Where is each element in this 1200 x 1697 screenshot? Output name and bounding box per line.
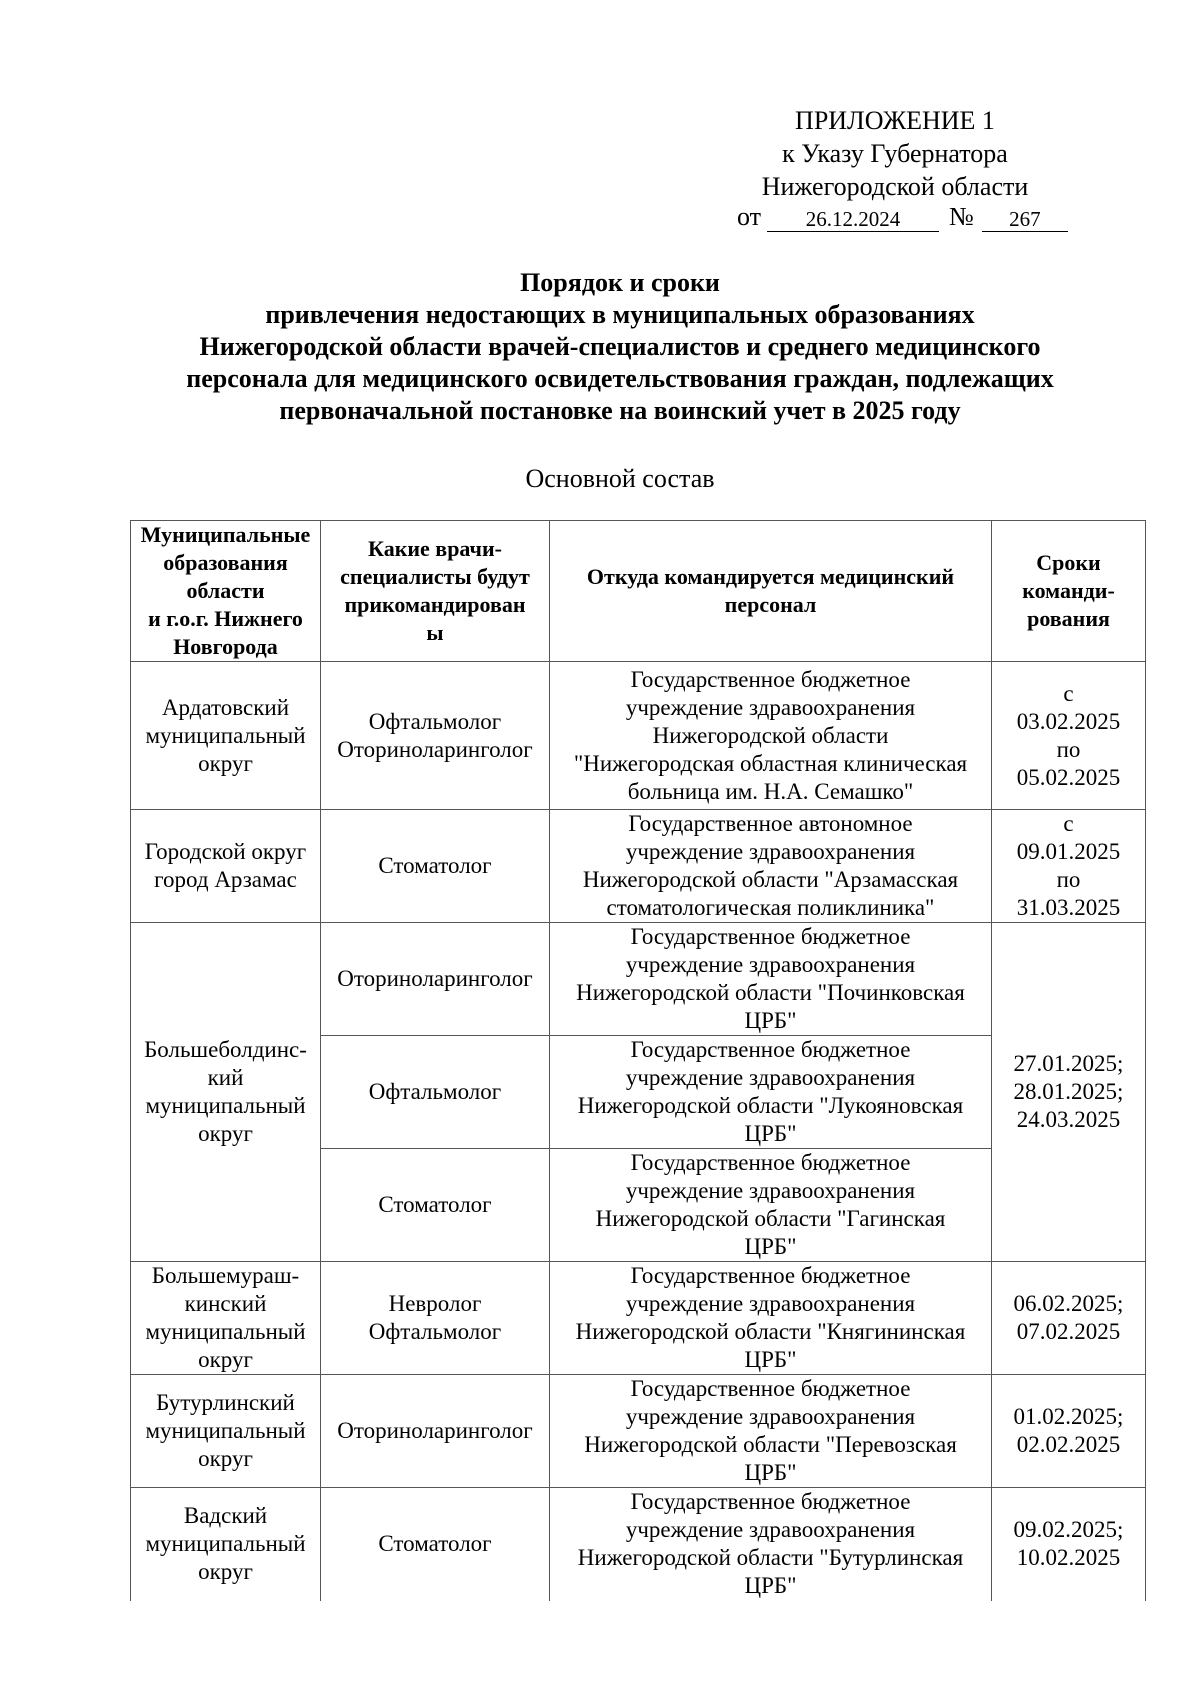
source-cell (550, 662, 992, 810)
cell-line: команди- (1022, 578, 1115, 603)
header-source (550, 521, 992, 662)
cell-line: Государственное бюджетное (630, 1489, 911, 1515)
cell-line: Невролог (388, 1291, 482, 1316)
cell-line: Государственное бюджетное (630, 1150, 911, 1175)
source-cell (550, 1036, 992, 1149)
cell-line: 24.03.2025 (1016, 1107, 1121, 1132)
cell-line: и г.о.г. Нижнего (148, 606, 303, 631)
cell-line: 06.02.2025; (1013, 1291, 1124, 1316)
cell-line: Нижегородской области "Арзамасская (582, 867, 959, 892)
cell-line: Оториноларинголог (337, 736, 533, 762)
section-subtitle: Основной состав (525, 464, 715, 493)
header-district (131, 521, 321, 662)
cell-line: 03.02.2025 (1016, 708, 1121, 734)
cell-line: ы (426, 620, 444, 645)
district-cell (131, 1375, 321, 1488)
source-cell (550, 923, 992, 1036)
document-title (100, 267, 1140, 427)
cell-line: учреждение здравоохранения (625, 1404, 916, 1429)
source-cell (550, 1375, 992, 1488)
schedule-table (130, 520, 1146, 1601)
cell-line: Стоматолог (378, 853, 492, 878)
cell-line: Нижегородской области "Лукояновская (577, 1093, 964, 1118)
cell-line: учреждение здравоохранения (625, 952, 916, 977)
terms-cell (992, 662, 1146, 810)
specialists-cell (321, 923, 550, 1036)
cell-line: Сроки (1036, 550, 1101, 575)
cell-line: Вадский (183, 1503, 268, 1529)
cell-line: 07.02.2025 (1016, 1319, 1121, 1344)
cell-line: Стоматолог (378, 1531, 492, 1557)
table-row (131, 923, 1146, 1036)
cell-line: с (1063, 811, 1074, 836)
cell-line: 02.02.2025 (1016, 1432, 1121, 1457)
cell-line: по (1056, 736, 1081, 762)
cell-line: Ардатовский (161, 694, 290, 720)
decree-number: 267 (982, 207, 1068, 232)
specialists-cell (321, 810, 550, 923)
cell-line: Нижегородской области (652, 722, 889, 748)
cell-line: учреждение здравоохранения (625, 1291, 916, 1316)
cell-line: Нижегородской области "Бутурлинская (577, 1545, 964, 1571)
cell-line: Нижегородской области "Перевозская (584, 1432, 957, 1457)
source-cell (550, 1488, 992, 1601)
appendix-decree: к Указу Губернатора (782, 139, 1008, 168)
cell-line: Нижегородской области "Починковская (576, 980, 965, 1005)
cell-line: ЦРБ" (744, 1347, 797, 1372)
decree-date-number (737, 202, 1068, 232)
cell-line: округ (198, 750, 253, 776)
cell-line: Оториноларинголог (337, 1418, 533, 1443)
title-line: Нижегородской области врачей-специалистов и среднего медицинского (199, 332, 1041, 361)
cell-line: Государственное бюджетное (630, 1263, 911, 1288)
header-row (131, 521, 1146, 662)
cell-line: больница им. Н.А. Семашко" (627, 778, 914, 804)
decree-date: 26.12.2024 (767, 207, 939, 232)
cell-line: Государственное бюджетное (630, 1037, 911, 1062)
table-row (131, 1488, 1146, 1601)
header-specialists (321, 521, 550, 662)
specialists-cell (321, 1262, 550, 1375)
table-row (131, 1262, 1146, 1375)
cell-line: ЦРБ" (744, 1460, 797, 1485)
cell-line: кинский (184, 1291, 267, 1316)
cell-line: Государственное бюджетное (630, 1376, 911, 1401)
header-terms (992, 521, 1146, 662)
district-cell (131, 1488, 321, 1601)
cell-line: муниципальный (145, 722, 306, 748)
specialists-cell (321, 1036, 550, 1149)
cell-line: округ (198, 1559, 253, 1585)
table-row (131, 662, 1146, 810)
cell-line: округ (198, 1347, 253, 1372)
cell-line: Государственное бюджетное (630, 666, 911, 692)
from-label: от (737, 202, 762, 231)
cell-line: кий (207, 1065, 244, 1090)
cell-line: Какие врачи- (368, 536, 502, 561)
cell-line: Стоматолог (378, 1192, 492, 1217)
cell-line: области (186, 578, 265, 603)
table-row (131, 1375, 1146, 1488)
cell-line: 27.01.2025; (1013, 1051, 1124, 1076)
cell-line: 31.03.2025 (1016, 895, 1121, 920)
cell-line: Городской округ (144, 839, 307, 864)
cell-line: Нижегородской области "Княгининская (575, 1319, 966, 1344)
cell-line: по (1056, 867, 1081, 892)
title-line: Порядок и сроки (520, 268, 720, 297)
specialists-cell (321, 1488, 550, 1601)
cell-line: учреждение здравоохранения (625, 1517, 916, 1543)
cell-line: Государственное бюджетное (630, 924, 911, 949)
cell-line: Большемураш- (151, 1263, 300, 1288)
cell-line: Нижегородской области "Гагинская (595, 1206, 946, 1231)
cell-line: Офтальмолог (368, 1079, 502, 1104)
cell-line: ЦРБ" (744, 1121, 797, 1146)
cell-line: округ (198, 1446, 253, 1471)
cell-line: учреждение здравоохранения (625, 694, 916, 720)
cell-line: образования (163, 550, 288, 575)
cell-line: муниципальный (145, 1319, 306, 1344)
cell-line: "Нижегородская областная клиническая (573, 750, 968, 776)
cell-line: стоматологическая поликлиника" (606, 895, 935, 920)
terms-cell (992, 1262, 1146, 1375)
cell-line: специалисты будут (340, 564, 530, 589)
source-cell (550, 810, 992, 923)
cell-line: прикомандирован (344, 592, 526, 617)
cell-line: учреждение здравоохранения (625, 1065, 916, 1090)
appendix-block (700, 104, 1100, 203)
district-cell (131, 662, 321, 810)
title-line: персонала для медицинского освидетельствования граждан, подлежащих (186, 364, 1054, 393)
table-row (131, 810, 1146, 923)
terms-cell (992, 1375, 1146, 1488)
terms-cell (992, 1488, 1146, 1601)
cell-line: ЦРБ" (744, 1573, 797, 1599)
district-cell (131, 1262, 321, 1375)
cell-line: Офтальмолог (368, 1319, 502, 1344)
cell-line: рования (1027, 606, 1110, 631)
cell-line: Большеболдинс- (144, 1037, 307, 1062)
cell-line: муниципальный (145, 1531, 306, 1557)
cell-line: с (1063, 680, 1074, 706)
specialists-cell (321, 1149, 550, 1262)
specialists-cell (321, 1375, 550, 1488)
cell-line: Откуда командируется медицинский (586, 564, 955, 589)
cell-line: 09.02.2025; (1013, 1517, 1124, 1543)
appendix-title: ПРИЛОЖЕНИЕ 1 (795, 106, 995, 135)
cell-line: 05.02.2025 (1016, 764, 1121, 790)
cell-line: Муниципальные (140, 522, 311, 547)
cell-line: учреждение здравоохранения (625, 839, 916, 864)
cell-line: учреждение здравоохранения (625, 1178, 916, 1203)
cell-line: ЦРБ" (744, 1234, 797, 1259)
cell-line: муниципальный (145, 1418, 306, 1443)
cell-line: 09.01.2025 (1016, 839, 1121, 864)
cell-line: город Арзамас (154, 867, 297, 892)
cell-line: Новгорода (173, 634, 278, 659)
title-line: привлечения недостающих в муниципальных образованиях (265, 300, 975, 329)
number-label: № (949, 202, 974, 231)
terms-cell (992, 810, 1146, 923)
cell-line: муниципальный (145, 1093, 306, 1118)
cell-line: 01.02.2025; (1013, 1404, 1124, 1429)
cell-line: округ (198, 1121, 253, 1146)
specialists-cell (321, 662, 550, 810)
source-cell (550, 1149, 992, 1262)
source-cell (550, 1262, 992, 1375)
cell-line: Офтальмолог (368, 708, 502, 734)
cell-line: 10.02.2025 (1016, 1545, 1121, 1571)
title-line: первоначальной постановке на воинский учет в 2025 году (279, 396, 961, 425)
cell-line: Бутурлинский (156, 1390, 295, 1415)
cell-line: персонал (724, 592, 817, 617)
cell-line: Оториноларинголог (337, 966, 533, 991)
cell-line: 28.01.2025; (1013, 1079, 1124, 1104)
cell-line: Государственное автономное (628, 811, 913, 836)
district-cell (131, 810, 321, 923)
appendix-region: Нижегородской области (761, 172, 1029, 201)
terms-cell (992, 923, 1146, 1262)
district-cell (131, 923, 321, 1262)
cell-line: ЦРБ" (744, 1008, 797, 1033)
